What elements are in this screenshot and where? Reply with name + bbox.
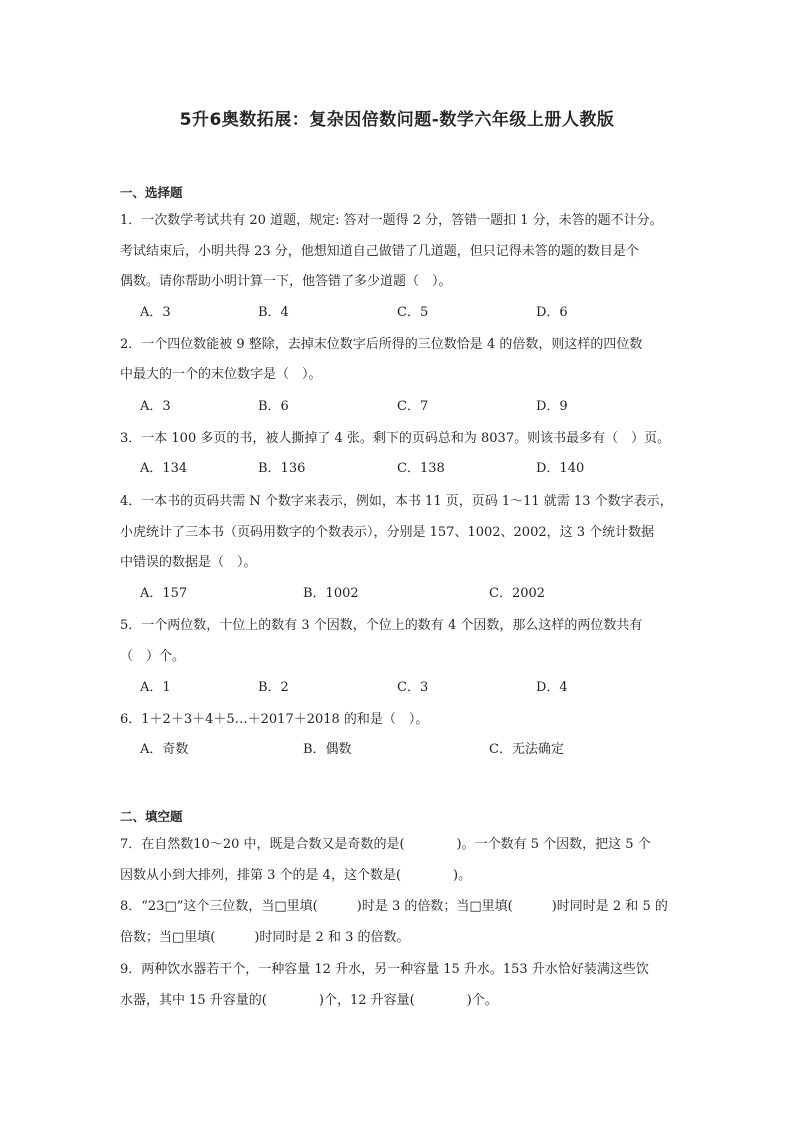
question-2-line-2: 中最大的一个的末位数字是（ ）。 xyxy=(120,367,322,382)
question-6-line-1: 6．1＋2＋3＋4＋5…＋2017＋2018 的和是（ ）。 xyxy=(120,712,429,727)
question-2-option-b: B．6 xyxy=(258,399,289,414)
question-9-line-2: 水器，其中 15 升容量的( )个，12 升容量( )个。 xyxy=(120,993,498,1008)
question-3-option-b: B．136 xyxy=(258,461,306,476)
question-1-line-2: 考试结束后，小明共得 23 分，他想知道自己做错了几道题，但只记得未答的题的数目是个 xyxy=(120,244,639,259)
question-1-option-b: B．4 xyxy=(258,305,289,320)
question-5-option-b: B．2 xyxy=(258,680,289,695)
question-8-line-1: 8．“23□”这个三位数，当□里填( )时是 3 的倍数；当□里填( )时同时是 2 和 5 的 xyxy=(120,899,668,914)
question-2-line-1: 2．一个四位数能被 9 整除，去掉末位数字后所得的三位数恰是 4 的倍数，则这样的四位数 xyxy=(120,337,643,352)
question-1-option-c: C．5 xyxy=(397,305,429,320)
question-4-option-c: C．2002 xyxy=(489,586,546,601)
question-4-option-b: B．1002 xyxy=(303,586,359,601)
question-2-option-c: C．7 xyxy=(397,399,429,414)
question-5-option-a: A．1 xyxy=(140,680,171,695)
question-4-line-3: 中错误的数据是（ ）。 xyxy=(120,555,257,570)
question-8-line-2: 倍数；当□里填( )时同时是 2 和 3 的倍数。 xyxy=(120,930,410,945)
question-1-option-a: A．3 xyxy=(140,305,171,320)
question-2-option-a: A．3 xyxy=(140,399,171,414)
question-5-line-2: （ ）个。 xyxy=(120,649,186,664)
question-1-line-1: 1．一次数学考试共有 20 道题，规定: 答对一题得 2 分，答错一题扣 1 分，未答的题不计分。 xyxy=(120,213,663,228)
question-5-option-d: D．4 xyxy=(536,680,568,695)
question-4-line-1: 4．一本书的页码共需 N 个数字来表示，例如，本书 11 页，页码 1～11 就需 13 个数字表示， xyxy=(120,494,673,509)
question-9-line-1: 9．两种饮水器若干个，一种容量 12 升水，另一种容量 15 升水。153 升水恰好装满这些饮 xyxy=(120,962,649,977)
question-2-option-d: D．9 xyxy=(536,399,568,414)
question-3-option-a: A．134 xyxy=(140,461,188,476)
question-7-line-2: 因数从小到大排列，排第 3 个的是 4，这个数是( )。 xyxy=(120,868,472,883)
question-4-option-a: A．157 xyxy=(140,586,188,601)
question-6-option-a: A．奇数 xyxy=(140,742,189,757)
question-5-option-c: C．3 xyxy=(397,680,429,695)
question-3-line-1: 3．一本 100 多页的书，被人撕掉了 4 张。剩下的页码总和为 8037。则该书最多有（ ）页。 xyxy=(120,431,671,446)
section-heading-choice: 一、选择题 xyxy=(120,185,183,200)
section-heading-fill: 二、填空题 xyxy=(120,809,183,824)
question-5-line-1: 5．一个两位数，十位上的数有 3 个因数，个位上的数有 4 个因数，那么这样的两位数共有 xyxy=(120,618,643,633)
question-6-option-c: C．无法确定 xyxy=(489,742,564,757)
question-7-line-1: 7．在自然数10～20 中，既是合数又是奇数的是( )。一个数有 5 个因数，把这 5 个 xyxy=(120,837,651,852)
question-6-option-b: B．偶数 xyxy=(303,742,352,757)
page-title: 5升6奥数拓展：复杂因倍数问题-数学六年级上册人教版 xyxy=(179,110,615,130)
question-1-option-d: D．6 xyxy=(536,305,568,320)
question-4-line-2: 小虎统计了三本书（页码用数字的个数表示），分别是 157、1002、2002，这 3 个统计数据 xyxy=(120,525,655,540)
question-3-option-d: D．140 xyxy=(536,461,585,476)
question-1-line-3: 偶数。请你帮助小明计算一下，他答错了多少道题（ ）。 xyxy=(120,274,452,289)
question-3-option-c: C．138 xyxy=(397,461,445,476)
